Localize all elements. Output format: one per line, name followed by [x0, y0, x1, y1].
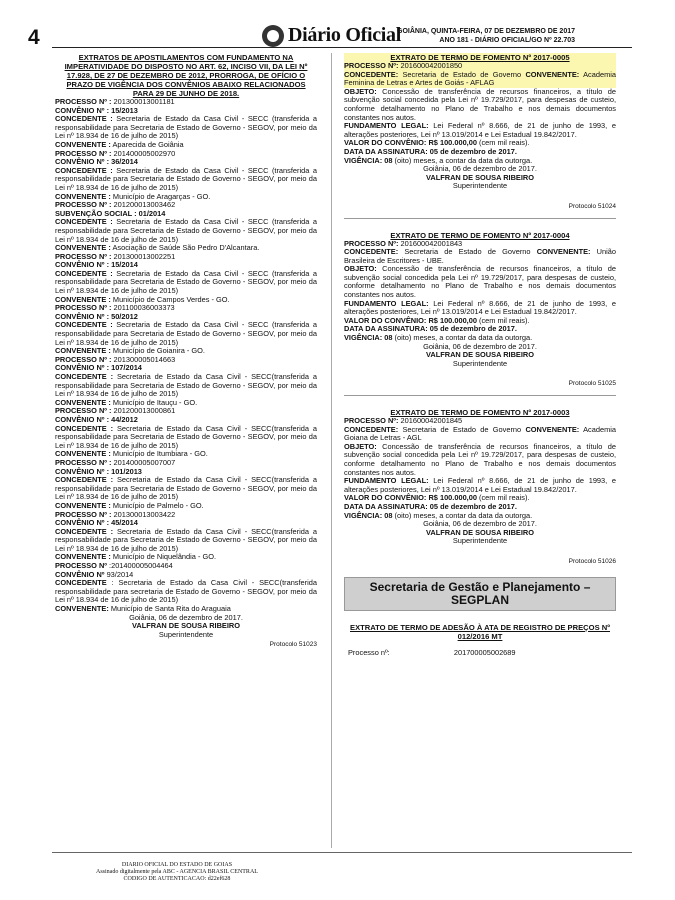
fundamento-label: FUNDAMENTO LEGAL: — [344, 298, 429, 308]
line-text: Secretaria de Estado da Casa Civil - SECC (transferida a responsabilidade para Secretaria de Estado de Governo - SEGOV, por meio da Lei nº 18.934 de 16 de julho de 2015) — [55, 268, 317, 296]
apostilamento-line — [55, 115, 317, 141]
line-label: CONVENENTE : — [55, 243, 111, 253]
valor-extenso: (cem mil reais). — [476, 138, 530, 148]
line-label: CONVENENTE : — [55, 139, 111, 149]
apostilamento-line — [55, 321, 317, 347]
apostilamento-line — [55, 425, 317, 451]
processo-value: 201600042001850 — [398, 61, 463, 70]
line-text: 101/2013 — [109, 466, 142, 476]
line-label: CONVENENTE : — [55, 191, 111, 201]
fomento-party — [344, 417, 616, 443]
line-text: : Secretaria de Estado da Casa Civil - SECC(transferida responsabilidade para secretaria de Estado de Governo - SEGOV, por meio da Lei nº 18.934 de 16 de julho de 2015) — [55, 578, 317, 605]
apostilamentos-title: EXTRATOS DE APOSTILAMENTOS COM FUNDAMENTO NA IMPERATIVIDADE DO DISPOSTO NO ART. 62, INCISO VII, DA LEI Nº 17.928, DE 27 DE DEZEMBRO DE 2012, PRORROGA, DE OFÍCIO O PRAZO DE VIGÊNCIA DOS CONVÊNIOS ABAIXO RELACIONADOS PARA 29 DE JUNHO DE 2018. — [64, 53, 308, 98]
apostilamento-line — [55, 373, 317, 399]
convenente-label: CONVENENTE: — [525, 69, 580, 79]
footer — [96, 862, 258, 883]
vigencia-label: VIGÊNCIA: — [344, 155, 383, 165]
convenente-value: Academia Goiana de Letras - AGL — [344, 424, 616, 443]
line-text: Município de Palmelo - GO. — [110, 500, 204, 510]
objeto-value: Concessão de transferência de recursos financeiros, a título de subvenção social concedida pela Lei nº 19.729/2017, para despesas de custeio, conforme detalhamento no Plano de Trabalho e nos demais documentos constantes nos autos. — [344, 86, 616, 122]
fomento-extract — [344, 231, 616, 390]
left-role: Superintendente — [158, 629, 214, 639]
fomento-role: Superintendente — [452, 536, 508, 546]
date-line: GOIÂNIA, QUINTA-FEIRA, 07 DE DEZEMBRO DE 2017 — [397, 28, 576, 35]
line-text: 15/2014 — [109, 260, 138, 270]
concedente-value: Secretaria de Estado de Governo — [398, 247, 537, 257]
fomento-title: EXTRATO DE TERMO DE FOMENTO Nº 2017-0003 — [390, 408, 570, 417]
adesao-label: Processo nº: — [348, 647, 390, 657]
line-label: CONVÊNIO Nº : — [55, 311, 110, 321]
fomento-role: Superintendente — [452, 181, 508, 191]
page-number: 4 — [28, 26, 40, 49]
line-text: 107/2014 — [109, 363, 142, 373]
line-text: Município de Goianira - GO. — [110, 346, 205, 356]
valor-extenso: (cem mil reais). — [476, 493, 530, 503]
line-text: 93/2014 — [104, 569, 134, 579]
adesao-title: EXTRATO DE TERMO DE ADESÃO À ATA DE REGISTRO DE PREÇOS Nº 012/2016 MT — [350, 622, 610, 641]
coat-of-arms-icon — [262, 25, 284, 47]
line-label: PROCESSO Nº : — [55, 354, 112, 364]
processo-label: PROCESSO Nº: — [344, 416, 399, 425]
fomento-party — [344, 240, 616, 266]
line-label: CONCEDENTE : — [55, 423, 114, 433]
vigencia-value: 08 — [382, 510, 393, 520]
line-label: CONCEDENTE : — [55, 114, 113, 124]
line-label: CONCEDENTE : — [55, 475, 114, 485]
line-label: CONCEDENTE — [55, 578, 107, 588]
apostilamento-line — [55, 218, 317, 244]
fomento-protocol: Protocolo 51025 — [568, 380, 616, 388]
vigencia-label: VIGÊNCIA: — [344, 333, 383, 343]
line-text: Aparecida de Goiânia — [110, 139, 184, 149]
line-text: 201100036003373 — [111, 303, 175, 313]
line-label: PROCESSO Nº : — [55, 200, 112, 210]
concedente-value: Secretaria de Estado de Governo — [398, 424, 526, 434]
line-label: CONVÊNIO Nº : — [55, 157, 110, 167]
fomento-title: EXTRATO DE TERMO DE FOMENTO Nº 2017-0004 — [390, 230, 570, 240]
convenente-value: Academia Feminina de Letras e Artes de Goiás - AFLAG — [344, 69, 616, 88]
line-text: 01/2014 — [136, 208, 166, 218]
line-label: CONVENENTE : — [55, 346, 111, 356]
segplan-banner: Secretaria de Gestão e Planejamento – SEGPLAN — [344, 577, 616, 611]
vigencia-extenso: (oito) meses, a contar da data da outorga. — [392, 155, 533, 165]
concedente-label: CONCEDENTE: — [344, 424, 399, 434]
assinatura-value: 05 de dezembro de 2017. — [427, 324, 517, 334]
concedente-label: CONCEDENTE: — [344, 247, 399, 257]
fomento-extracts — [344, 53, 616, 567]
fomento-role: Superintendente — [452, 358, 508, 368]
assinatura-value: 05 de dezembro de 2017. — [427, 146, 517, 156]
fundamento-value: Lei Federal nº 8.666, de 21 de junho de 1993, e alterações posteriores, Lei nº 13.019/2014 e Lei Estadual 19.842/2017. — [344, 476, 616, 494]
line-label: CONVENENTE : — [55, 397, 111, 407]
apostilamento-line — [55, 476, 317, 502]
line-label: CONCEDENTE : — [55, 526, 114, 536]
line-label: CONVENENTE : — [55, 552, 111, 562]
fomento-protocol: Protocolo 51024 — [568, 202, 616, 210]
fomento-protocol: Protocolo 51026 — [568, 557, 616, 565]
objeto-label: OBJETO: — [344, 86, 377, 96]
line-label: CONVENENTE : — [55, 294, 111, 304]
objeto-label: OBJETO: — [344, 264, 377, 274]
left-column — [55, 53, 317, 650]
line-label: PROCESSO Nº : — [55, 406, 112, 416]
assinatura-label: DATA DA ASSINATURA: — [344, 146, 428, 156]
processo-label: PROCESSO Nº: — [344, 238, 399, 248]
line-label: CONVENENTE : — [55, 500, 111, 510]
line-label: CONVÊNIO Nº : — [55, 363, 110, 373]
fomento-signer: VALFRAN DE SOUSA RIBEIRO — [426, 527, 534, 537]
column-divider — [331, 53, 332, 848]
line-label: PROCESSO Nº : — [55, 97, 112, 106]
line-label: CONVÊNIO Nº : — [55, 518, 110, 528]
line-label: PROCESSO Nº : — [55, 251, 112, 261]
line-text: 36/2014 — [109, 157, 138, 167]
header-rule — [52, 47, 632, 48]
footer-line2: Assinado digitalmente pela ABC - AGENCIA BRASIL CENTRAL — [96, 869, 258, 875]
valor-extenso: (cem mil reais). — [476, 315, 530, 325]
processo-value: 201600042001843 — [398, 238, 463, 248]
valor-value: R$ 100.000,00 — [426, 138, 477, 148]
fomento-signer: VALFRAN DE SOUSA RIBEIRO — [426, 350, 534, 360]
objeto-label: OBJETO: — [344, 441, 377, 451]
line-label: CONCEDENTE : — [55, 217, 113, 227]
apostilamento-line — [55, 167, 317, 193]
fomento-date: Goiânia, 06 de dezembro de 2017. — [423, 341, 537, 351]
diario-oficial-logo — [262, 24, 401, 47]
line-label: PROCESSO Nº — [55, 561, 107, 571]
valor-value: R$ 100.000,00 — [426, 315, 477, 325]
apostilamento-line — [55, 528, 317, 554]
line-text: Secretaria de Estado da Casa Civil - SECC (transferida a responsabilidade para Secretaria de Estado de Governo - SEGOV, por meio da Lei nº 18.934 de 16 de julho de 2015) — [55, 217, 317, 244]
vigencia-extenso: (oito) meses, a contar da data da outorga. — [392, 333, 533, 343]
valor-label: VALOR DO CONVÊNIO: — [344, 493, 427, 503]
line-label: CONCEDENTE : — [55, 165, 113, 175]
line-label: PROCESSO Nº : — [55, 303, 112, 313]
header-info — [397, 27, 575, 45]
line-text: Secretaria de Estado da Casa Civil - SECC(transferida a responsabilidade para Secretaria de Estado de Governo - SEGOV, por meio da Lei nº 18.934 de 16 de julho de 2015) — [55, 526, 317, 553]
left-date: Goiânia, 06 de dezembro de 2017. — [129, 612, 243, 622]
line-text: 201300005014663 — [111, 354, 176, 364]
adesao-process — [348, 649, 616, 658]
line-label: PROCESSO Nº : — [55, 509, 112, 519]
line-label: CONVÊNIO Nº — [55, 569, 105, 579]
edition-line: ANO 181 - DIÁRIO OFICIAL/GO Nº 22.703 — [439, 37, 576, 44]
valor-label: VALOR DO CONVÊNIO: — [344, 138, 427, 148]
footer-rule — [52, 852, 632, 853]
apostilamento-line — [55, 579, 317, 605]
line-text: 201400005002970 — [111, 148, 176, 158]
line-text: Município de Niquelândia - GO. — [110, 552, 217, 562]
line-text: Município de Santa Rita do Araguaia — [108, 604, 231, 614]
footer-line1: DIARIO OFICIAL DO ESTADO DE GOIAS — [121, 862, 233, 868]
fomento-date: Goiânia, 06 de dezembro de 2017. — [423, 164, 537, 174]
line-text: Secretaria de Estado da Casa Civil - SECC(transferida a responsabilidade para Secretaria de Estado de Governo - SEGOV, por meio da Lei nº 18.934 de 16 de julho de 2015) — [55, 372, 317, 399]
logo-text: Diário Oficial — [288, 24, 401, 46]
footer-line3: CODIGO DE AUTENTICACAO: d22ef628 — [123, 876, 231, 882]
processo-label: PROCESSO Nº: — [344, 61, 399, 70]
line-label: CONCEDENTE : — [55, 372, 114, 381]
line-text: Secretaria de Estado da Casa Civil - SECC (transferida a responsabilidade para Secretaria de Estado de Governo - SEGOV, por meio da Lei nº 18.934 de 16 de julho de 2015) — [55, 165, 317, 192]
line-label: CONCEDENTE : — [55, 320, 113, 330]
convenente-label: CONVENENTE: — [536, 247, 591, 257]
section-divider — [344, 395, 616, 396]
convenente-value: União Brasileira de Escritores - UBE. — [344, 247, 616, 265]
line-text: 15/2013 — [109, 105, 138, 115]
fomento-extract — [344, 408, 616, 567]
line-label: SUBVENÇÃO SOCIAL : — [55, 208, 137, 218]
apostilamentos-list — [55, 98, 317, 614]
vigencia-label: VIGÊNCIA: — [344, 510, 383, 520]
line-text: 50/2012 — [109, 311, 138, 321]
line-text: Secretaria de Estado da Casa Civil - SECC(transferida a responsabilidade para Secretaria de Estado de Governo - SEGOV, por meio da Lei nº 18.934 de 16 de julho de 2015) — [55, 475, 317, 502]
line-label: CONVÊNIO Nº : — [55, 466, 110, 476]
objeto-value: Concessão de transferência de recursos financeiros, a título de subvenção social concedida pela Lei nº 19.729/2017, para despesas de custeio, conforme detalhamento no Plano de Trabalho e nos demais documentos constantes nos autos. — [344, 264, 616, 300]
assinatura-label: DATA DA ASSINATURA: — [344, 324, 428, 334]
line-text: :201400005004464 — [106, 561, 173, 571]
line-text: 45/2014 — [109, 518, 138, 528]
line-label: CONCEDENTE : — [55, 268, 113, 278]
fundamento-value: Lei Federal nº 8.666, de 21 de junho de 1993, e alterações posteriores, Lei nº 13.019/2014 e Lei Estadual 19.842/2017. — [344, 121, 616, 139]
processo-value: 201600042001845 — [398, 416, 463, 425]
valor-label: VALOR DO CONVÊNIO: — [344, 315, 427, 325]
fomento-signer: VALFRAN DE SOUSA RIBEIRO — [426, 172, 534, 182]
line-text: Município de Itumbiara - GO. — [110, 449, 208, 459]
line-label: CONVÊNIO Nº : — [55, 260, 110, 270]
line-label: CONVÊNIO Nº : — [55, 414, 110, 424]
fomento-title: EXTRATO DE TERMO DE FOMENTO Nº 2017-0005 — [344, 53, 616, 62]
fundamento-label: FUNDAMENTO LEGAL: — [344, 476, 429, 486]
line-text: 201200013003462 — [111, 200, 176, 210]
concedente-value: Secretaria de Estado de Governo — [398, 69, 526, 79]
line-text: 201300013003422 — [111, 509, 176, 519]
line-text: Secretaria de Estado da Casa Civil - SECC(transferida a responsabilidade para Secretaria de Estado de Governo - SEGOV, por meio da Lei nº 18.934 de 16 de julho de 2015) — [55, 423, 317, 450]
line-text: Secretaria de Estado da Casa Civil - SECC (transferida a responsabilidade para Secretaria de Estado de Governo - SEGOV, por meio da Lei nº 18.934 de 16 de julho de 2015) — [55, 114, 317, 141]
fundamento-value: Lei Federal nº 8.666, de 21 de junho de 1993, e alterações posteriores, Lei nº 13.019/2014 e Lei Estadual 19.842/2017. — [344, 298, 616, 317]
line-text: Secretaria de Estado da Casa Civil - SECC (transferida a responsabilidade para Secretaria de Estado de Governo - SEGOV, por meio da Lei nº 18.934 de 16 de julho de 2015) — [55, 320, 317, 347]
line-text: 201300013002251 — [111, 251, 176, 261]
objeto-value: Concessão de transferência de recursos financeiros, a título de subvenção social concedida pela Lei nº 19.729/2017, para despesas de custeio, conforme detalhamento no Plano de Trabalho e nos demais documentos constantes nos autos. — [344, 441, 616, 477]
fomento-date: Goiânia, 06 de dezembro de 2017. — [423, 519, 537, 529]
line-label: PROCESSO Nº : — [55, 457, 112, 467]
fomento-party — [344, 62, 616, 88]
concedente-label: CONCEDENTE: — [344, 69, 399, 79]
left-signer: VALFRAN DE SOUSA RIBEIRO — [132, 621, 240, 631]
line-label: CONVÊNIO Nº : — [55, 105, 110, 115]
adesao-value: 201700005002689 — [453, 647, 516, 657]
vigencia-extenso: (oito) meses, a contar da data da outorga. — [392, 510, 533, 520]
line-text: Asociação de Saúde São Pedro D'Alcantara. — [110, 243, 260, 253]
right-column — [344, 53, 616, 657]
vigencia-value: 08 — [382, 155, 393, 165]
line-text: 201400005007007 — [111, 457, 176, 467]
line-label: CONVENENTE : — [55, 449, 111, 459]
fundamento-label: FUNDAMENTO LEGAL: — [344, 121, 429, 131]
line-label: CONVENENTE: — [55, 604, 109, 614]
convenente-label: CONVENENTE: — [525, 424, 580, 434]
assinatura-value: 05 de dezembro de 2017. — [427, 501, 517, 511]
fomento-extract — [344, 53, 616, 212]
vigencia-value: 08 — [382, 333, 393, 343]
left-protocol: Protocolo 51023 — [269, 641, 317, 649]
valor-value: R$ 100.000,00 — [426, 493, 477, 503]
line-label: PROCESSO Nº : — [55, 148, 112, 158]
line-text: Município de Itauçu - GO. — [110, 397, 198, 407]
line-text: Município de Aragarças - GO. — [110, 191, 211, 201]
line-text: 201200013000861 — [111, 406, 176, 416]
line-text: 44/2012 — [109, 414, 138, 424]
line-text: Município de Campos Verdes - GO. — [110, 294, 230, 304]
apostilamento-line — [55, 270, 317, 296]
line-text: 201300013001181 — [111, 97, 175, 106]
section-divider — [344, 218, 616, 219]
assinatura-label: DATA DA ASSINATURA: — [344, 501, 428, 511]
